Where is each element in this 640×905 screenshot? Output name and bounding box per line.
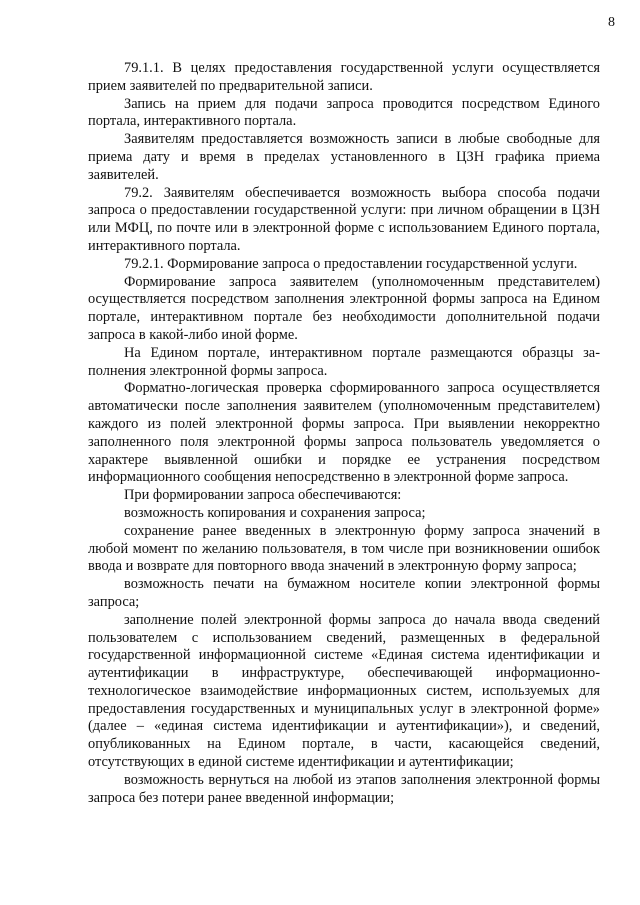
paragraph-format-check: Форматно-логическая проверка сформированного запроса осуществляется автоматически после заполнения заявителем (уполномоченным представителем) каждого из полей электронной формы запроса. При выявлении некорректно заполненного поля электронной формы запроса пользователь уведомляется о характере выявленной ошибки и порядке ее устранения посредством информационного сообщения непосредственно в электронной форме запроса. bbox=[88, 380, 600, 486]
paragraph-79-2-1: 79.2.1. Формирование запроса о предоставлении государственной услуги. bbox=[124, 255, 578, 272]
page-number: 8 bbox=[608, 15, 615, 30]
list-item-autofill: заполнение полей электронной формы запроса до начала ввода сведений пользователем с использованием сведений, размещенных в федеральной государственной информационной системе «Единая система идентификации и аутентификации в инфраструктуре, обеспечивающей информационно-технологическое взаимодействие информационных систем, используемых для предоставления государственных и муниципальных услуг в электронной форме» (далее – «единая система идентификации и аутентификации»), и сведений, опубликованных на Едином портале, в части, касающейся сведений, отсутствующих в единой системе идентификации и аутентификации; bbox=[88, 611, 600, 771]
paragraph-booking-time: Заявителям предоставляется возможность записи в любые свободные для приема дату и время в пределах установленного в ЦЗН графика приема заявителей. bbox=[88, 131, 600, 183]
list-item-return-to-step: возможность вернуться на любой из этапов заполнения электронной формы запроса без потери ранее введенной информации; bbox=[88, 771, 600, 806]
list-item-copy-save: возможность копирования и сохранения запроса; bbox=[124, 504, 426, 521]
paragraph-79-1-1: 79.1.1. В целях предоставления государственной услуги осуществляется прием заявителей по предварительной записи. bbox=[88, 60, 600, 94]
paragraph-form-samples: На Едином портале, интерактивном портале размещаются образцы заполнения электронной формы запроса. bbox=[88, 344, 600, 379]
paragraph-provided-features: При формировании запроса обеспечиваются: bbox=[124, 487, 402, 504]
document-body bbox=[88, 60, 600, 807]
paragraph-appointment-booking: Запись на прием для подачи запроса проводится посредством Единого портала, интерактивного портала. bbox=[88, 95, 600, 130]
paragraph-request-forming: Формирование запроса заявителем (уполномоченным представителем) осуществляется посредством заполнения электронной формы запроса на Едином портале, интерактивном портале без необходимости дополнительной подачи запроса в какой-либо иной форме. bbox=[88, 273, 600, 343]
list-item-save-values: сохранение ранее введенных в электронную форму запроса значений в любой момент по желанию пользователя, в том числе при возникновении ошибок ввода и возврате для повторного ввода значений в электронную форму запроса; bbox=[88, 522, 600, 575]
paragraph-79-2: 79.2. Заявителям обеспечивается возможность выбора способа подачи запроса о предоставлении государственной услуги: при личном обращении в ЦЗН или МФЦ, по почте или в электронной форме с использованием Единого портала, интерактивного портала. bbox=[88, 184, 600, 254]
list-item-print: возможность печати на бумажном носителе копии электронной формы запроса; bbox=[88, 576, 600, 610]
